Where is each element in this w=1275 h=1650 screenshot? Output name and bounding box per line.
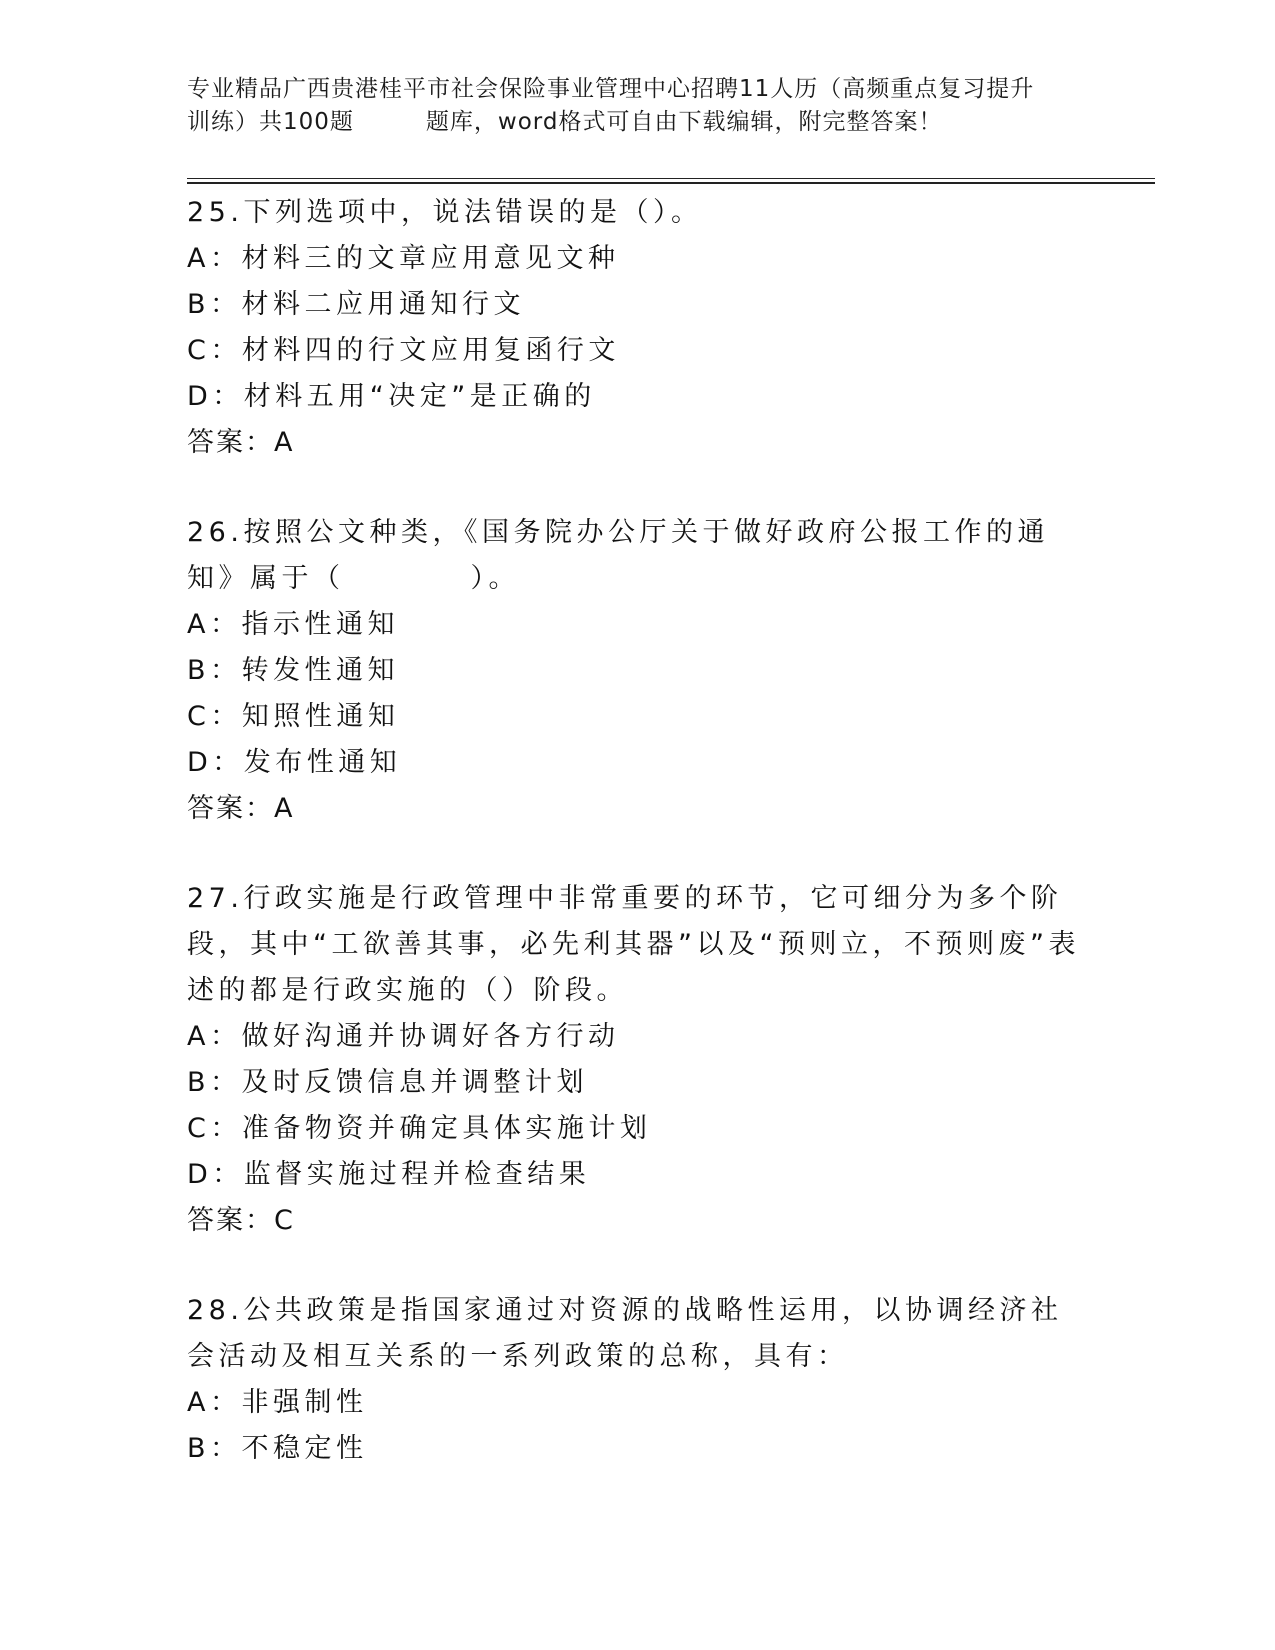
header-line-2 xyxy=(187,106,1087,139)
option-a: A：材料三的文章应用意见文种 xyxy=(187,243,620,274)
header-line-2-end: 题库，word格式可自由下载编辑，附完整答案！ xyxy=(425,109,943,135)
question-27 xyxy=(187,876,1087,1244)
answer: 答案：A xyxy=(187,427,295,458)
question-text: 25.下列选项中，说法错误的是（）。 xyxy=(187,197,703,228)
option-b: B：转发性通知 xyxy=(187,655,400,686)
option-a: A：做好沟通并协调好各方行动 xyxy=(187,1021,620,1052)
question-25 xyxy=(187,190,1087,466)
question-text: 28.公共政策是指国家通过对资源的战略性运用，以协调经济社会活动及相互关系的一系列政策的总称，具有： xyxy=(187,1295,1063,1372)
question-26 xyxy=(187,510,1087,832)
answer: 答案：A xyxy=(187,793,295,824)
document-header xyxy=(187,73,1087,139)
question-list xyxy=(187,190,1087,1516)
option-b: B：及时反馈信息并调整计划 xyxy=(187,1067,589,1098)
header-line-1: 专业精品广西贵港桂平市社会保险事业管理中心招聘11人历（高频重点复习提升 xyxy=(187,76,1035,102)
header-divider-thin xyxy=(187,178,1155,179)
option-d: D：监督实施过程并检查结果 xyxy=(187,1159,591,1190)
option-d: D：发布性通知 xyxy=(187,747,402,778)
option-c: C：材料四的行文应用复函行文 xyxy=(187,335,620,366)
question-28 xyxy=(187,1288,1087,1472)
answer: 答案：C xyxy=(187,1205,295,1236)
option-a: A：非强制性 xyxy=(187,1387,368,1418)
option-b: B：材料二应用通知行文 xyxy=(187,289,526,320)
option-b: B：不稳定性 xyxy=(187,1433,368,1464)
question-text: 26.按照公文种类，《国务院办公厅关于做好政府公报工作的通知》属于（ ）。 xyxy=(187,517,1049,594)
option-c: C：准备物资并确定具体实施计划 xyxy=(187,1113,652,1144)
option-c: C：知照性通知 xyxy=(187,701,400,732)
option-a: A：指示性通知 xyxy=(187,609,399,640)
header-divider-thick xyxy=(187,182,1155,184)
question-text: 27.行政实施是行政管理中非常重要的环节，它可细分为多个阶段，其中“工欲善其事，必先利其器”以及“预则立，不预则废”表述的都是行政实施的（）阶段。 xyxy=(187,883,1080,1006)
option-d: D：材料五用“决定”是正确的 xyxy=(187,381,596,412)
header-line-2-start: 训练）共100题 xyxy=(187,109,354,135)
